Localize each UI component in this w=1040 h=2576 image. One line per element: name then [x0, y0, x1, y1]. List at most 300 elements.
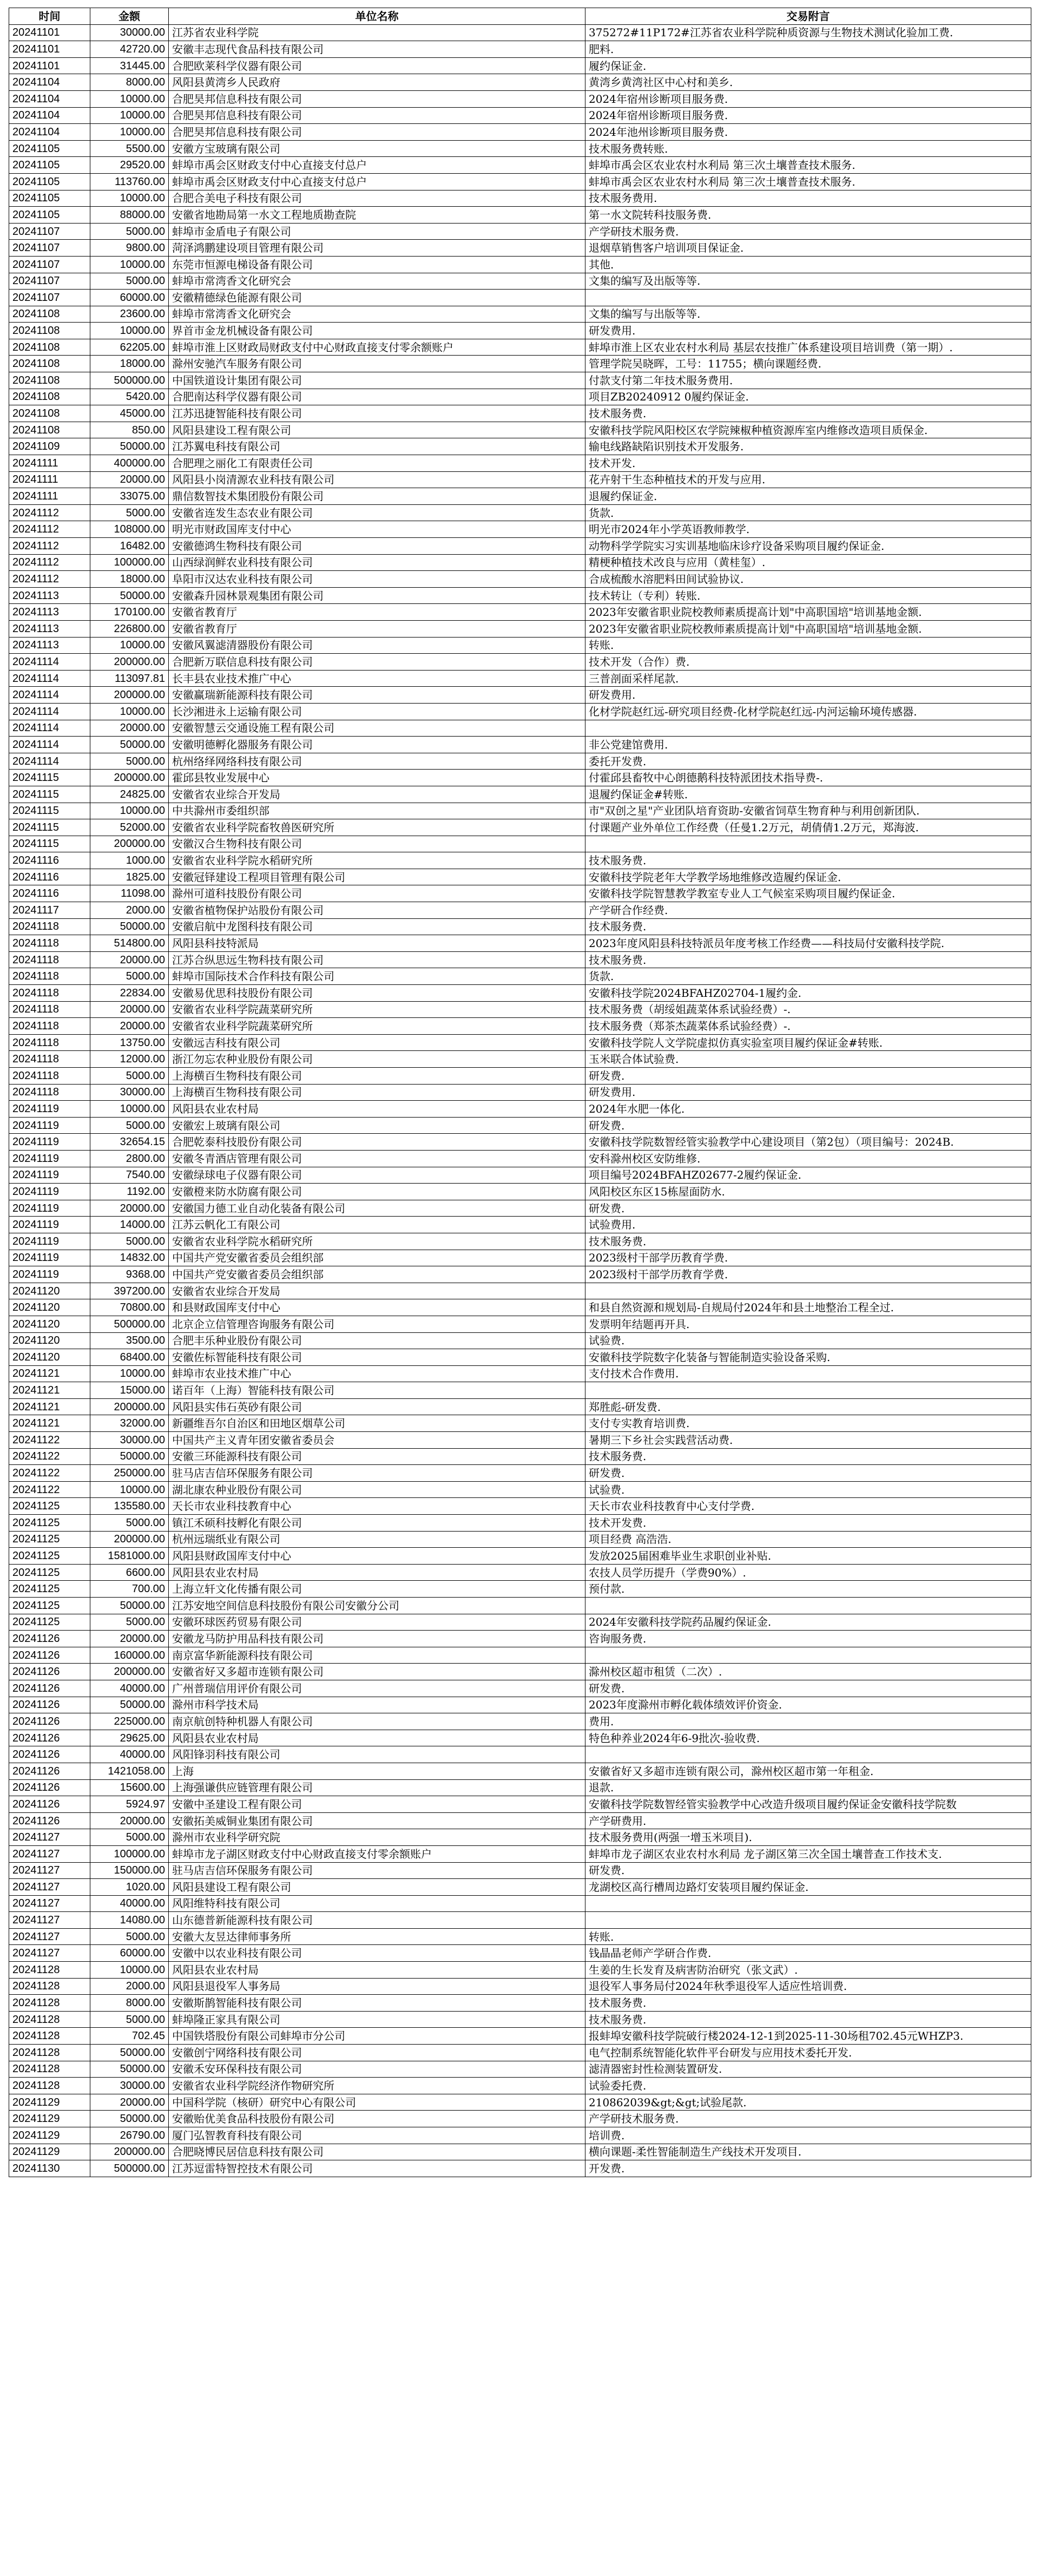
cell-org: 风阳县农业农村局: [169, 1564, 585, 1581]
cell-memo: 天长市农业科技教育中心支付学费.: [585, 1498, 1031, 1515]
cell-memo: [585, 1382, 1031, 1399]
cell-memo: 技术服务费.: [585, 1995, 1031, 2012]
cell-org: 风阳县农业农村局: [169, 1730, 585, 1746]
cell-org: 合肥理之丽化工有限责任公司: [169, 455, 585, 472]
cell-org: 合肥昊邦信息科技有限公司: [169, 90, 585, 107]
cell-date: 20241112: [9, 538, 90, 555]
table-row: [9, 918, 1031, 935]
cell-amount: 8000.00: [90, 74, 169, 91]
cell-date: 20241122: [9, 1448, 90, 1465]
cell-date: 20241127: [9, 1829, 90, 1846]
cell-amount: 20000.00: [90, 720, 169, 737]
table-row: [9, 1515, 1031, 1532]
cell-memo: 2023年安徽省职业院校教师素质提高计划"中高职国培"培训基地金额.: [585, 620, 1031, 637]
cell-org: 合肥昊邦信息科技有限公司: [169, 107, 585, 124]
cell-org: 安徽橙来防水防腐有限公司: [169, 1184, 585, 1200]
cell-memo: 委托开发费.: [585, 753, 1031, 770]
table-row: [9, 256, 1031, 273]
table-row: [9, 356, 1031, 372]
cell-memo: 产学研合作经费.: [585, 902, 1031, 919]
cell-org: 江苏合纵思远生物科技有限公司: [169, 951, 585, 968]
cell-amount: 8000.00: [90, 1995, 169, 2012]
table-row: [9, 2028, 1031, 2045]
cell-date: 20241118: [9, 1001, 90, 1018]
header-row: [9, 8, 1031, 25]
cell-org: 安徽贻优美食品科技股份有限公司: [169, 2111, 585, 2127]
cell-memo: 开发费.: [585, 2160, 1031, 2177]
table-row: [9, 786, 1031, 803]
cell-date: 20241112: [9, 571, 90, 588]
cell-memo: 试验费.: [585, 1332, 1031, 1349]
cell-date: 20241105: [9, 157, 90, 174]
cell-org: 安徽拓美威铜业集团有限公司: [169, 1812, 585, 1829]
cell-amount: 200000.00: [90, 654, 169, 671]
cell-amount: 5000.00: [90, 1233, 169, 1250]
cell-date: 20241118: [9, 1018, 90, 1035]
cell-org: 安徽智慧云交通设施工程有限公司: [169, 720, 585, 737]
cell-amount: 200000.00: [90, 1398, 169, 1415]
table-row: [9, 1365, 1031, 1382]
cell-amount: 5000.00: [90, 1117, 169, 1134]
cell-org: 滁州市科学技术局: [169, 1697, 585, 1713]
cell-amount: 2000.00: [90, 1978, 169, 1995]
cell-amount: 50000.00: [90, 737, 169, 753]
cell-org: 安徽省农业综合开发局: [169, 786, 585, 803]
cell-date: 20241107: [9, 273, 90, 290]
cell-date: 20241105: [9, 173, 90, 190]
cell-date: 20241125: [9, 1498, 90, 1515]
cell-amount: 14080.00: [90, 1912, 169, 1929]
cell-amount: 702.45: [90, 2028, 169, 2045]
cell-amount: 30000.00: [90, 2078, 169, 2094]
cell-date: 20241108: [9, 389, 90, 405]
cell-org: 蚌埠市禹会区财政支付中心直接支付总户: [169, 173, 585, 190]
cell-org: 安徽启航中龙图科技有限公司: [169, 918, 585, 935]
table-row: [9, 1200, 1031, 1217]
cell-date: 20241126: [9, 1779, 90, 1796]
table-row: [9, 852, 1031, 869]
cell-amount: 30000.00: [90, 24, 169, 41]
cell-org: 南京航创特种机器人有限公司: [169, 1713, 585, 1730]
cell-org: 安徽丰志现代食品科技有限公司: [169, 41, 585, 58]
cell-org: 上海横百生物科技有限公司: [169, 1084, 585, 1101]
cell-org: 风阳县建设工程有限公司: [169, 422, 585, 438]
cell-amount: 397200.00: [90, 1283, 169, 1299]
cell-amount: 1020.00: [90, 1879, 169, 1896]
cell-memo: [585, 1598, 1031, 1614]
cell-memo: 退履约保证金.: [585, 488, 1031, 505]
cell-date: 20241126: [9, 1713, 90, 1730]
cell-org: 风阳县财政国库支付中心: [169, 1548, 585, 1565]
cell-amount: 10000.00: [90, 107, 169, 124]
cell-amount: 10000.00: [90, 90, 169, 107]
cell-date: 20241126: [9, 1746, 90, 1763]
cell-memo: 技术服务费.: [585, 405, 1031, 422]
cell-date: 20241115: [9, 770, 90, 786]
cell-amount: 50000.00: [90, 2061, 169, 2078]
table-row: [9, 720, 1031, 737]
cell-org: 江苏省农业科学院: [169, 24, 585, 41]
cell-memo: 蚌埠市禹会区农业农村水利局 第三次土壤普查技术服务.: [585, 157, 1031, 174]
cell-amount: 20000.00: [90, 1812, 169, 1829]
table-row: [9, 2144, 1031, 2160]
table-row: [9, 140, 1031, 157]
cell-memo: 安徽科技学院数智经管实验教学中心改造升级项目履约保证金安徽科技学院数: [585, 1796, 1031, 1813]
cell-org: 江苏安地空间信息科技股份有限公司安徽分公司: [169, 1598, 585, 1614]
cell-memo: 转账.: [585, 1928, 1031, 1945]
table-row: [9, 571, 1031, 588]
cell-org: 风阳县农业农村局: [169, 1962, 585, 1979]
table-row: [9, 620, 1031, 637]
table-row: [9, 1995, 1031, 2012]
cell-amount: 5000.00: [90, 1068, 169, 1085]
cell-date: 20241130: [9, 2160, 90, 2177]
cell-date: 20241104: [9, 90, 90, 107]
cell-memo: 管理学院吴晓晖，工号：11755；横向课题经费.: [585, 356, 1031, 372]
cell-memo: 项目ZB20240912 0履约保证金.: [585, 389, 1031, 405]
cell-amount: 5000.00: [90, 1928, 169, 1945]
cell-amount: 700.00: [90, 1581, 169, 1598]
cell-amount: 100000.00: [90, 1845, 169, 1862]
cell-memo: 2023级村干部学历教育学费.: [585, 1266, 1031, 1283]
cell-org: 长丰县农业技术推广中心: [169, 670, 585, 687]
cell-org: 安徽省植物保护站股份有限公司: [169, 902, 585, 919]
cell-date: 20241118: [9, 951, 90, 968]
cell-org: 风阳县小岗清源农业科技有限公司: [169, 471, 585, 488]
cell-org: 合肥新万联信息科技有限公司: [169, 654, 585, 671]
cell-memo: 2024年宿州诊断项目服务费.: [585, 90, 1031, 107]
cell-date: 20241127: [9, 1845, 90, 1862]
cell-memo: 研发费.: [585, 1680, 1031, 1697]
cell-memo: 技术服务费.: [585, 1233, 1031, 1250]
cell-org: 驻马店吉信环保服务有限公司: [169, 1465, 585, 1482]
cell-date: 20241129: [9, 2144, 90, 2160]
cell-amount: 200000.00: [90, 770, 169, 786]
cell-date: 20241126: [9, 1763, 90, 1779]
table-row: [9, 124, 1031, 141]
cell-date: 20241125: [9, 1515, 90, 1532]
cell-date: 20241118: [9, 1034, 90, 1051]
cell-date: 20241117: [9, 902, 90, 919]
cell-date: 20241114: [9, 737, 90, 753]
cell-date: 20241107: [9, 256, 90, 273]
cell-memo: 电气控制系统智能化软件平台研发与应用技术委托开发.: [585, 2045, 1031, 2061]
cell-memo: 发放2025届困难毕业生求职创业补贴.: [585, 1548, 1031, 1565]
cell-amount: 225000.00: [90, 1713, 169, 1730]
cell-memo: 安科滁州校区安防维修.: [585, 1150, 1031, 1167]
table-row: [9, 223, 1031, 240]
cell-memo: 退履约保证金#转账.: [585, 786, 1031, 803]
cell-memo: 黄湾乡黄湾社区中心村和美乡.: [585, 74, 1031, 91]
cell-org: 安徽省农业科学院经济作物研究所: [169, 2078, 585, 2094]
table-row: [9, 985, 1031, 1002]
cell-date: 20241126: [9, 1647, 90, 1664]
cell-org: 安徽禾安环保科技有限公司: [169, 2061, 585, 2078]
table-row: [9, 2011, 1031, 2028]
cell-date: 20241128: [9, 1978, 90, 1995]
cell-org: 安徽环球医药贸易有限公司: [169, 1614, 585, 1631]
cell-amount: 31445.00: [90, 57, 169, 74]
table-row: [9, 372, 1031, 389]
cell-amount: 15600.00: [90, 1779, 169, 1796]
cell-amount: 40000.00: [90, 1680, 169, 1697]
cell-org: 安徽绿球电子仪器有限公司: [169, 1167, 585, 1184]
cell-date: 20241119: [9, 1200, 90, 1217]
cell-date: 20241116: [9, 869, 90, 885]
cell-org: 南京富华新能源科技有限公司: [169, 1647, 585, 1664]
cell-date: 20241118: [9, 1051, 90, 1068]
cell-memo: 市"双创之星"产业团队培育资助-安徽省饲草生物育种与利用创新团队.: [585, 803, 1031, 819]
table-row: [9, 1862, 1031, 1879]
table-row: [9, 2127, 1031, 2144]
cell-date: 20241113: [9, 637, 90, 654]
table-row: [9, 1448, 1031, 1465]
cell-date: 20241109: [9, 438, 90, 455]
table-row: [9, 670, 1031, 687]
cell-date: 20241126: [9, 1631, 90, 1647]
table-row: [9, 869, 1031, 885]
table-row: [9, 554, 1031, 571]
cell-amount: 40000.00: [90, 1746, 169, 1763]
cell-amount: 20000.00: [90, 1018, 169, 1035]
cell-memo: 咨询服务费.: [585, 1631, 1031, 1647]
table-row: [9, 1184, 1031, 1200]
cell-amount: 5000.00: [90, 753, 169, 770]
table-row: [9, 637, 1031, 654]
table-row: [9, 422, 1031, 438]
cell-date: 20241108: [9, 405, 90, 422]
table-row: [9, 1763, 1031, 1779]
cell-memo: 研发费.: [585, 1068, 1031, 1085]
table-row: [9, 1332, 1031, 1349]
cell-org: 安徽赢瑞新能源科技有限公司: [169, 687, 585, 704]
cell-date: 20241105: [9, 140, 90, 157]
cell-amount: 850.00: [90, 422, 169, 438]
cell-org: 安徽佐标智能科技有限公司: [169, 1349, 585, 1366]
cell-org: 界首市金龙机械设备有限公司: [169, 323, 585, 339]
cell-memo: [585, 1895, 1031, 1912]
cell-memo: 技术服务费.: [585, 852, 1031, 869]
cell-amount: 10000.00: [90, 703, 169, 720]
cell-org: 安徽龙马防护用品科技有限公司: [169, 1631, 585, 1647]
cell-memo: 技术服务费.: [585, 1448, 1031, 1465]
table-row: [9, 2045, 1031, 2061]
cell-date: 20241127: [9, 1879, 90, 1896]
cell-amount: 400000.00: [90, 455, 169, 472]
cell-date: 20241129: [9, 2111, 90, 2127]
cell-amount: 13750.00: [90, 1034, 169, 1051]
cell-memo: 产学研技术服务费.: [585, 223, 1031, 240]
cell-org: 上海横百生物科技有限公司: [169, 1068, 585, 1085]
cell-amount: 70800.00: [90, 1299, 169, 1316]
cell-memo: 研发费用.: [585, 1084, 1031, 1101]
table-row: [9, 1614, 1031, 1631]
cell-memo: 特色种养业2024年6-9批次-验收费.: [585, 1730, 1031, 1746]
cell-memo: [585, 1283, 1031, 1299]
table-row: [9, 1250, 1031, 1266]
cell-org: 蚌埠市金盾电子有限公司: [169, 223, 585, 240]
cell-org: 滁州可道科技股份有限公司: [169, 885, 585, 902]
cell-amount: 5500.00: [90, 140, 169, 157]
cell-org: 山西绿润鲜农业科技有限公司: [169, 554, 585, 571]
cell-amount: 1825.00: [90, 869, 169, 885]
cell-memo: 210862039&gt;&gt;试验尾款.: [585, 2094, 1031, 2111]
table-row: [9, 2061, 1031, 2078]
cell-date: 20241107: [9, 240, 90, 257]
cell-org: 安徽省连发生态农业有限公司: [169, 504, 585, 521]
table-row: [9, 1647, 1031, 1664]
table-row: [9, 1283, 1031, 1299]
cell-org: 中国共产党安徽省委员会组织部: [169, 1266, 585, 1283]
table-row: [9, 1068, 1031, 1085]
cell-date: 20241121: [9, 1398, 90, 1415]
cell-amount: 29520.00: [90, 157, 169, 174]
cell-date: 20241119: [9, 1266, 90, 1283]
table-row: [9, 2111, 1031, 2127]
cell-memo: [585, 1746, 1031, 1763]
cell-memo: 项目编号2024BFAHZ02677-2履约保证金.: [585, 1167, 1031, 1184]
cell-date: 20241119: [9, 1250, 90, 1266]
cell-memo: 技术开发.: [585, 455, 1031, 472]
header-org: 单位名称: [169, 8, 585, 25]
cell-amount: 2800.00: [90, 1150, 169, 1167]
table-row: [9, 1150, 1031, 1167]
cell-date: 20241114: [9, 687, 90, 704]
table-row: [9, 57, 1031, 74]
cell-amount: 33075.00: [90, 488, 169, 505]
cell-memo: 项目经费 高浩浩.: [585, 1531, 1031, 1548]
cell-date: 20241118: [9, 1084, 90, 1101]
cell-amount: 1421058.00: [90, 1763, 169, 1779]
cell-date: 20241128: [9, 2045, 90, 2061]
table-row: [9, 1382, 1031, 1399]
table-row: [9, 1895, 1031, 1912]
cell-amount: 5000.00: [90, 968, 169, 985]
cell-amount: 12000.00: [90, 1051, 169, 1068]
cell-memo: 风阳校区东区15栋屋面防水.: [585, 1184, 1031, 1200]
cell-memo: 安徽科技学院智慧教学教室专业人工气候室采购项目履约保证金.: [585, 885, 1031, 902]
cell-amount: 23600.00: [90, 306, 169, 323]
cell-memo: 农技人员学历提升（学费90%）.: [585, 1564, 1031, 1581]
cell-date: 20241108: [9, 323, 90, 339]
cell-org: 东莞市恒源电梯设备有限公司: [169, 256, 585, 273]
cell-org: 上海: [169, 1763, 585, 1779]
cell-org: 安徽大友昱达律师事务所: [169, 1928, 585, 1945]
cell-memo: 化材学院赵红远-研究项目经费-化材学院赵红远-内河运输环境传感器.: [585, 703, 1031, 720]
table-row: [9, 438, 1031, 455]
cell-org: 和县财政国库支付中心: [169, 1299, 585, 1316]
cell-date: 20241120: [9, 1332, 90, 1349]
cell-org: 安徽风翼滤清器股份有限公司: [169, 637, 585, 654]
cell-org: 安徽中以农业科技有限公司: [169, 1945, 585, 1962]
cell-amount: 3500.00: [90, 1332, 169, 1349]
table-row: [9, 1481, 1031, 1498]
table-row: [9, 173, 1031, 190]
cell-date: 20241125: [9, 1614, 90, 1631]
table-row: [9, 1018, 1031, 1035]
cell-org: 镇江禾硕科技孵化有限公司: [169, 1515, 585, 1532]
table-row: [9, 1713, 1031, 1730]
header-amount: 金额: [90, 8, 169, 25]
cell-amount: 50000.00: [90, 1697, 169, 1713]
cell-org: 安徽汉合生物科技有限公司: [169, 836, 585, 852]
cell-date: 20241121: [9, 1365, 90, 1382]
cell-date: 20241108: [9, 422, 90, 438]
cell-date: 20241105: [9, 190, 90, 207]
cell-amount: 200000.00: [90, 687, 169, 704]
cell-date: 20241107: [9, 223, 90, 240]
cell-amount: 160000.00: [90, 1647, 169, 1664]
cell-org: 鼎信数智技术集团股份有限公司: [169, 488, 585, 505]
cell-amount: 29625.00: [90, 1730, 169, 1746]
cell-amount: 5420.00: [90, 389, 169, 405]
cell-amount: 50000.00: [90, 438, 169, 455]
cell-date: 20241108: [9, 372, 90, 389]
cell-amount: 22834.00: [90, 985, 169, 1002]
cell-org: 北京企立信管理咨询服务有限公司: [169, 1316, 585, 1332]
cell-memo: 付霍邱县畜牧中心朗德鹅科技特派团技术指导费-.: [585, 770, 1031, 786]
cell-date: 20241129: [9, 2127, 90, 2144]
cell-amount: 500000.00: [90, 372, 169, 389]
cell-memo: 其他.: [585, 256, 1031, 273]
cell-org: 安徽创宁网络科技有限公司: [169, 2045, 585, 2061]
cell-memo: 培训费.: [585, 2127, 1031, 2144]
cell-date: 20241127: [9, 1928, 90, 1945]
cell-amount: 50000.00: [90, 1448, 169, 1465]
cell-date: 20241128: [9, 1995, 90, 2012]
table-row: [9, 968, 1031, 985]
table-row: [9, 1299, 1031, 1316]
cell-date: 20241118: [9, 1068, 90, 1085]
table-row: [9, 1233, 1031, 1250]
cell-org: 风阳县实伟石英砂有限公司: [169, 1398, 585, 1415]
cell-amount: 9368.00: [90, 1266, 169, 1283]
table-row: [9, 207, 1031, 224]
cell-amount: 170100.00: [90, 604, 169, 621]
cell-memo: 暑期三下乡社会实践营活动费.: [585, 1432, 1031, 1449]
cell-amount: 10000.00: [90, 256, 169, 273]
table-row: [9, 1084, 1031, 1101]
cell-org: 菏泽鸿鹏建设项目管理有限公司: [169, 240, 585, 257]
table-row: [9, 521, 1031, 538]
cell-amount: 20000.00: [90, 2094, 169, 2111]
cell-amount: 108000.00: [90, 521, 169, 538]
cell-org: 蚌埠市常湾香文化研究会: [169, 273, 585, 290]
cell-memo: 货款.: [585, 968, 1031, 985]
table-row: [9, 1101, 1031, 1118]
cell-date: 20241120: [9, 1316, 90, 1332]
table-row: [9, 1316, 1031, 1332]
table-row: [9, 1978, 1031, 1995]
cell-memo: 付课题产业外单位工作经费（任曼1.2万元，胡倩倩1.2万元，郑海波.: [585, 819, 1031, 836]
cell-memo: 蚌埠市龙子湖区农业农村水利局 龙子湖区第三次全国土壤普查工作技术支.: [585, 1845, 1031, 1862]
table-row: [9, 1398, 1031, 1415]
cell-date: 20241118: [9, 918, 90, 935]
table-row: [9, 1001, 1031, 1018]
cell-amount: 24825.00: [90, 786, 169, 803]
table-row: [9, 1465, 1031, 1482]
cell-date: 20241121: [9, 1382, 90, 1399]
table-row: [9, 1598, 1031, 1614]
cell-amount: 20000.00: [90, 951, 169, 968]
cell-amount: 5924.97: [90, 1796, 169, 1813]
cell-org: 风阳县黄湾乡人民政府: [169, 74, 585, 91]
cell-amount: 10000.00: [90, 1962, 169, 1979]
cell-date: 20241127: [9, 1895, 90, 1912]
cell-org: 安徽省教育厅: [169, 620, 585, 637]
cell-org: 厦门弘智教育科技有限公司: [169, 2127, 585, 2144]
cell-date: 20241119: [9, 1101, 90, 1118]
